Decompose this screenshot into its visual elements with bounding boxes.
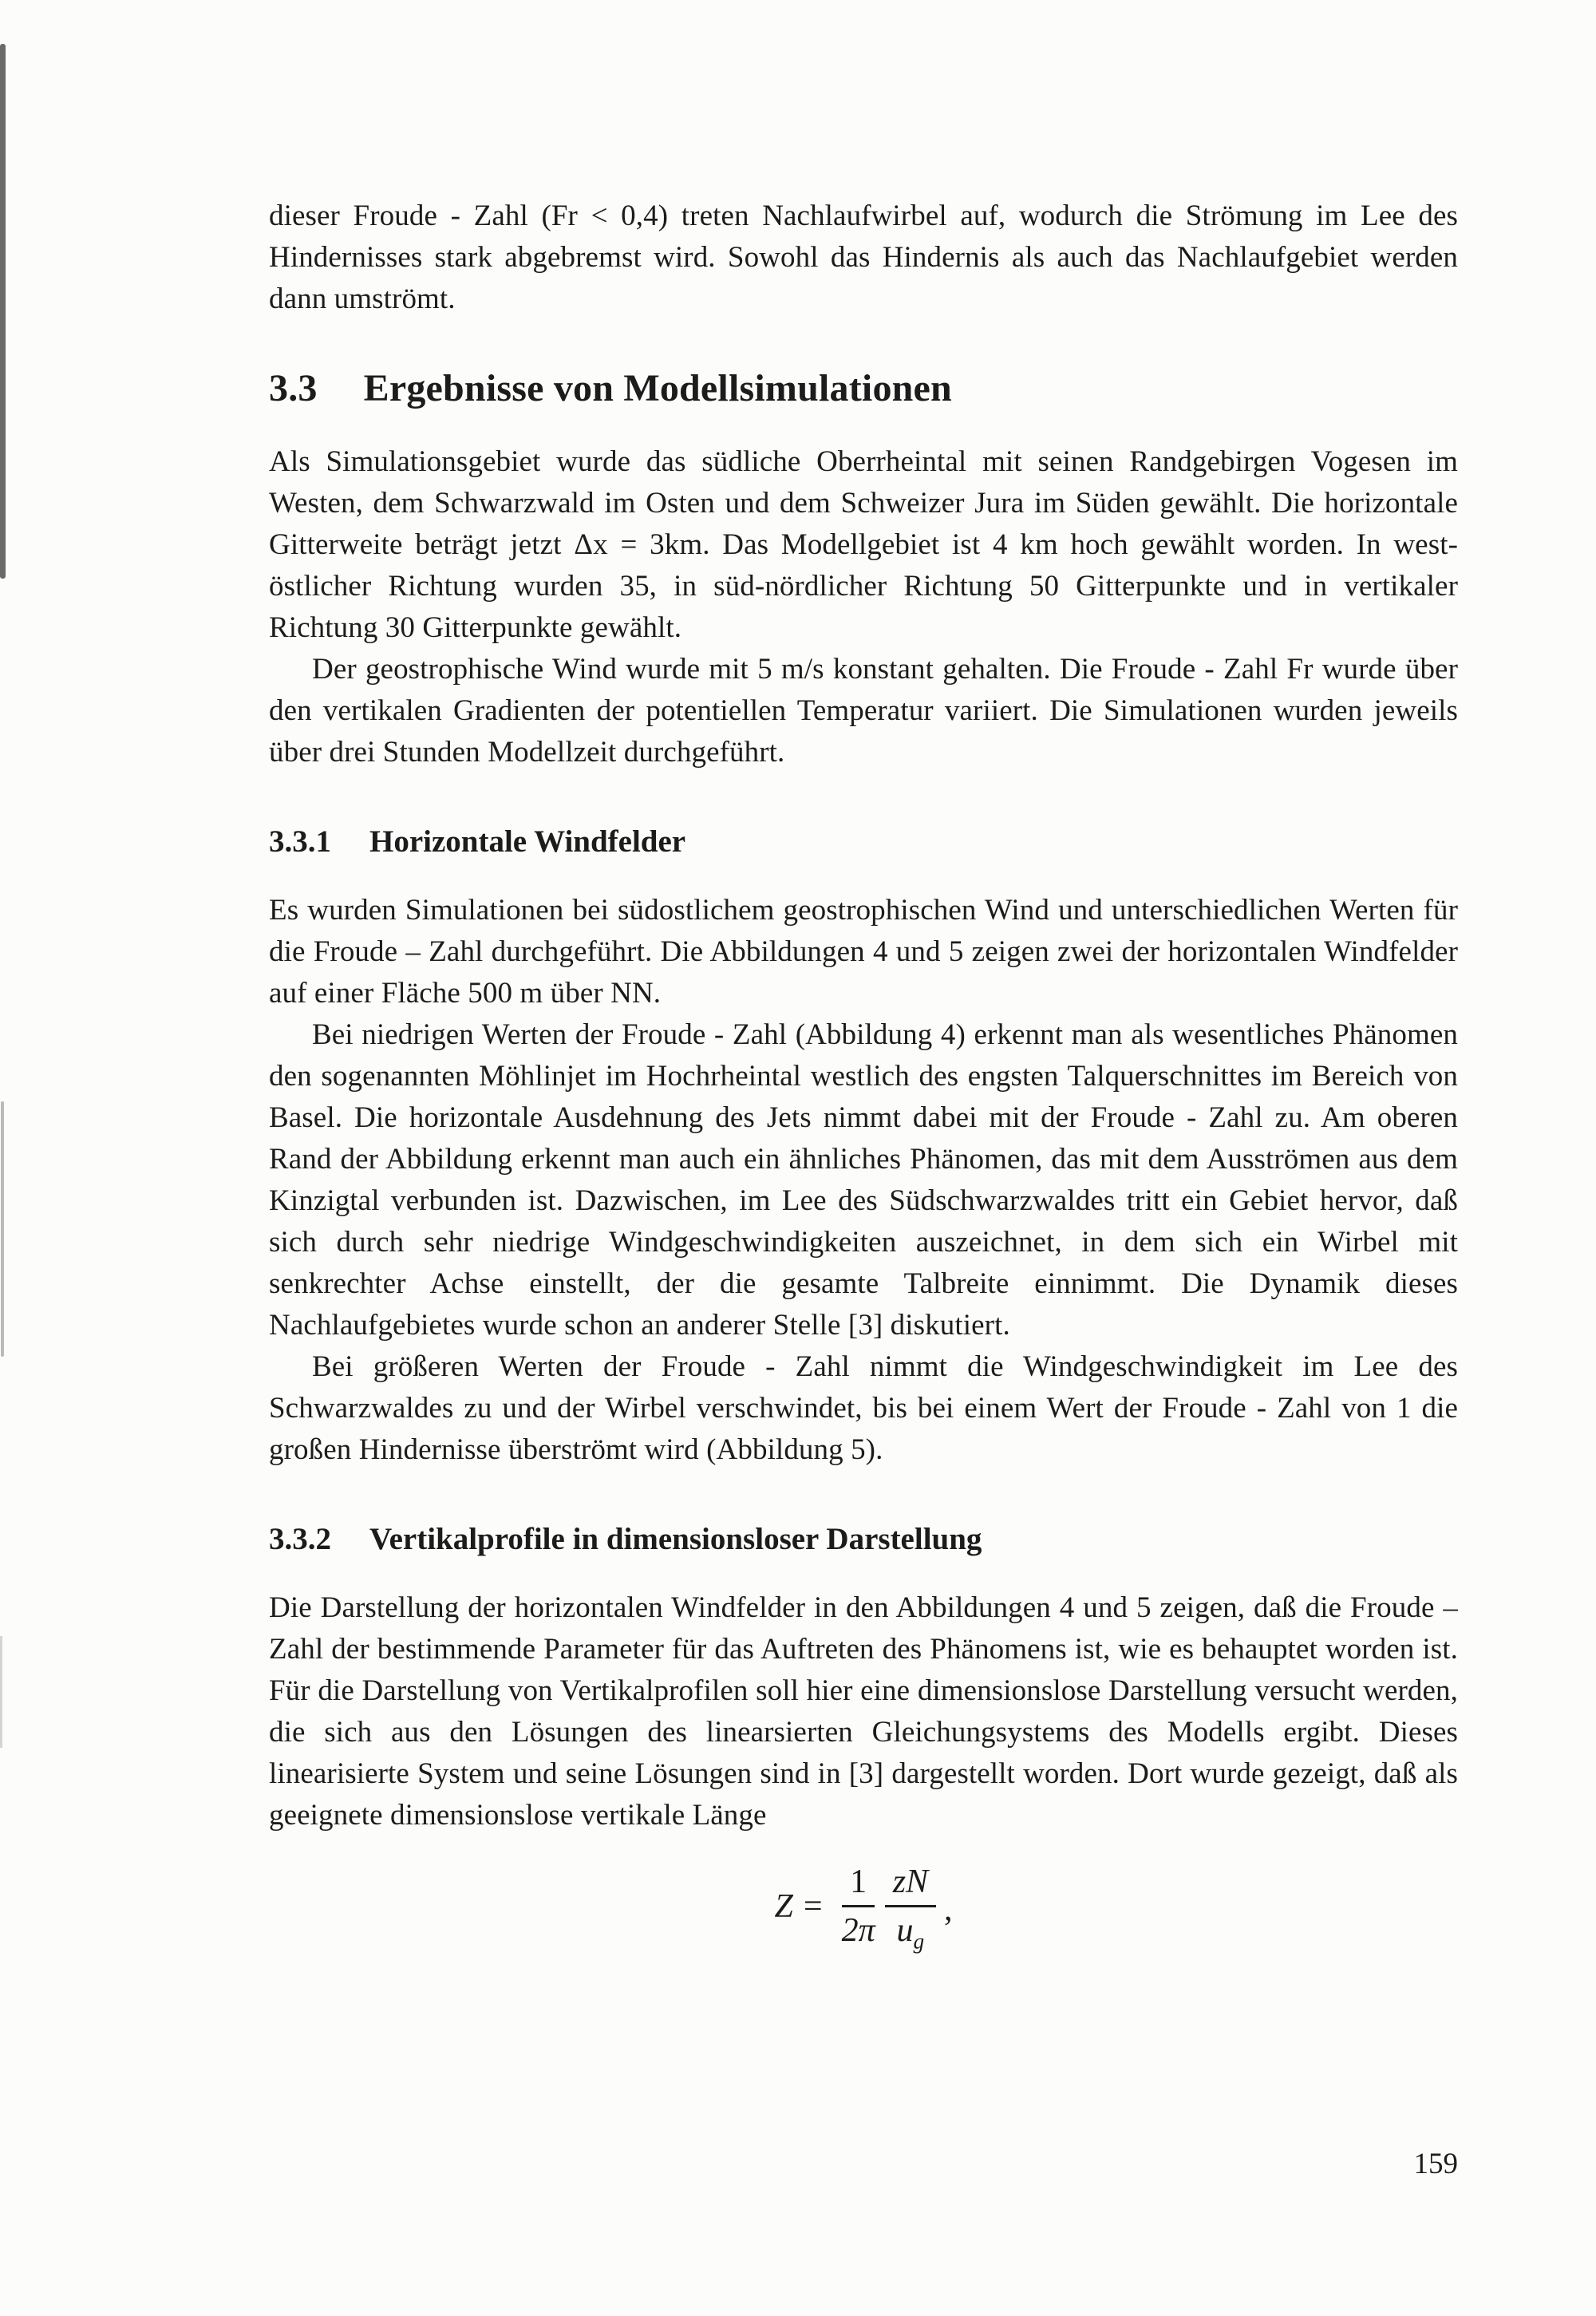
subsection-title: Vertikalprofile in dimensionsloser Darstellung bbox=[369, 1522, 982, 1556]
paragraph-simulationen-wind: Es wurden Simulationen bei südostlichem geostrophischen Wind und unterschiedlichen Werten für die Froude – Zahl durchgeführt. Die Abbildungen 4 und 5 zeigen zwei der horizontalen Windfelder auf einer Fläche 500 m über NN. bbox=[269, 894, 1458, 1010]
fraction-denominator: 2π bbox=[841, 1912, 875, 1949]
fraction-numerator: 1 bbox=[842, 1865, 875, 1907]
scan-edge-artifact bbox=[1, 1101, 4, 1357]
paragraph-moehlinjet: Bei niedrigen Werten der Froude - Zahl (Abbildung 4) erkennt man als wesentliches Phänomen den sogenannten Möhlinjet im Hochrheintal westlich des engsten Talquerschnittes im Bereich von Basel. Die horizontale Ausdehnung des Jets nimmt dabei mit der Froude - Zahl zu. Am oberen Rand der Abbildung erkennt man auch ein ähnliches Phänomen, das mit dem Ausströmen aus dem Kinzigtal verbunden ist. Dazwischen, im Lee des Südschwarzwaldes tritt ein Gebiet hervor, daß sich durch sehr niedrige Windgeschwindigkeiten auszeichnet, in dem sich ein Wirbel mit senkrechter Achse einstellt, der die gesamte Talbreite einnimmt. Die Dynamik dieses Nachlaufgebietes wurde schon an anderer Stelle [3] diskutiert. bbox=[269, 1018, 1458, 1342]
paragraph-vertikalprofile: Die Darstellung der horizontalen Windfelder in den Abbildungen 4 und 5 zeigen, daß die Froude – Zahl der bestimmende Parameter für das Auftreten des Phänomens ist, wie es behauptet worden ist. Für die Darstellung von Vertikalprofilen soll hier eine dimensionslose Darstellung versucht werden, die sich aus den Lösungen des linearsierten Gleichungsystems des Modells ergibt. Dieses linearisierte System und seine Lösungen sind in [3] dargestellt worden. Dort wurde gezeigt, daß als geeignete dimensionslose vertikale Länge bbox=[269, 1591, 1458, 1832]
equation-dimensionless-length bbox=[269, 1863, 1458, 1954]
fraction-one-over-2pi bbox=[842, 1865, 875, 1947]
subsection-number: 3.3.2 bbox=[269, 1522, 331, 1556]
fraction-zn-over-ug bbox=[885, 1863, 936, 1954]
fraction-denominator bbox=[896, 1907, 925, 1954]
page-number: 159 bbox=[1413, 2148, 1458, 2180]
scan-edge-artifact bbox=[0, 44, 6, 579]
subsection-number: 3.3.1 bbox=[269, 824, 331, 859]
section-number: 3.3 bbox=[269, 367, 318, 409]
fraction-numerator: zN bbox=[885, 1865, 936, 1907]
subsection-heading-3-3-1 bbox=[269, 823, 1458, 861]
denominator-base: u bbox=[896, 1912, 914, 1949]
section-title: Ergebnisse von Modellsimulationen bbox=[363, 367, 952, 409]
equation-lhs: Z = bbox=[774, 1887, 824, 1925]
text-column bbox=[269, 196, 1458, 1954]
equation-trailing-comma: , bbox=[944, 1891, 953, 1928]
leading-paragraph: dieser Froude - Zahl (Fr < 0,4) treten Nachlaufwirbel auf, wodurch die Strömung im Lee des Hindernisses stark abgebremst wird. Sowohl das Hindernis als auch das Nachlaufgebiet werden dann umströmt. bbox=[269, 200, 1458, 315]
subsection-title: Horizontale Windfelder bbox=[369, 824, 686, 859]
paragraph-geostrophischer-wind: Der geostrophische Wind wurde mit 5 m/s konstant gehalten. Die Froude - Zahl Fr wurde über den vertikalen Gradienten der potentiellen Temperatur variiert. Die Simulationen wurden jeweils über drei Stunden Modellzeit durchgeführt. bbox=[269, 653, 1458, 769]
section-heading-3-3 bbox=[269, 366, 1458, 411]
denominator-subscript: g bbox=[913, 1929, 925, 1954]
scan-edge-artifact bbox=[0, 1636, 2, 1748]
subsection-heading-3-3-2 bbox=[269, 1520, 1458, 1559]
paragraph-groessere-werte: Bei größeren Werten der Froude - Zahl nimmt die Windgeschwindigkeit im Lee des Schwarzwaldes zu und der Wirbel verschwindet, bis bei einem Wert der Froude - Zahl von 1 die großen Hindernisse überströmt wird (Abbildung 5). bbox=[269, 1350, 1458, 1466]
paragraph-simulationsgebiet: Als Simulationsgebiet wurde das südliche Oberrheintal mit seinen Randgebirgen Vogesen im Westen, dem Schwarzwald im Osten und dem Schweizer Jura im Süden gewählt. Die horizontale Gitterweite beträgt jetzt Δx = 3km. Das Modellgebiet ist 4 km hoch gewählt worden. In west- östlicher Richtung wurden 35, in süd-nördlicher Richtung 50 Gitterpunkte und in vertikaler Richtung 30 Gitterpunkte gewählt. bbox=[269, 445, 1458, 644]
